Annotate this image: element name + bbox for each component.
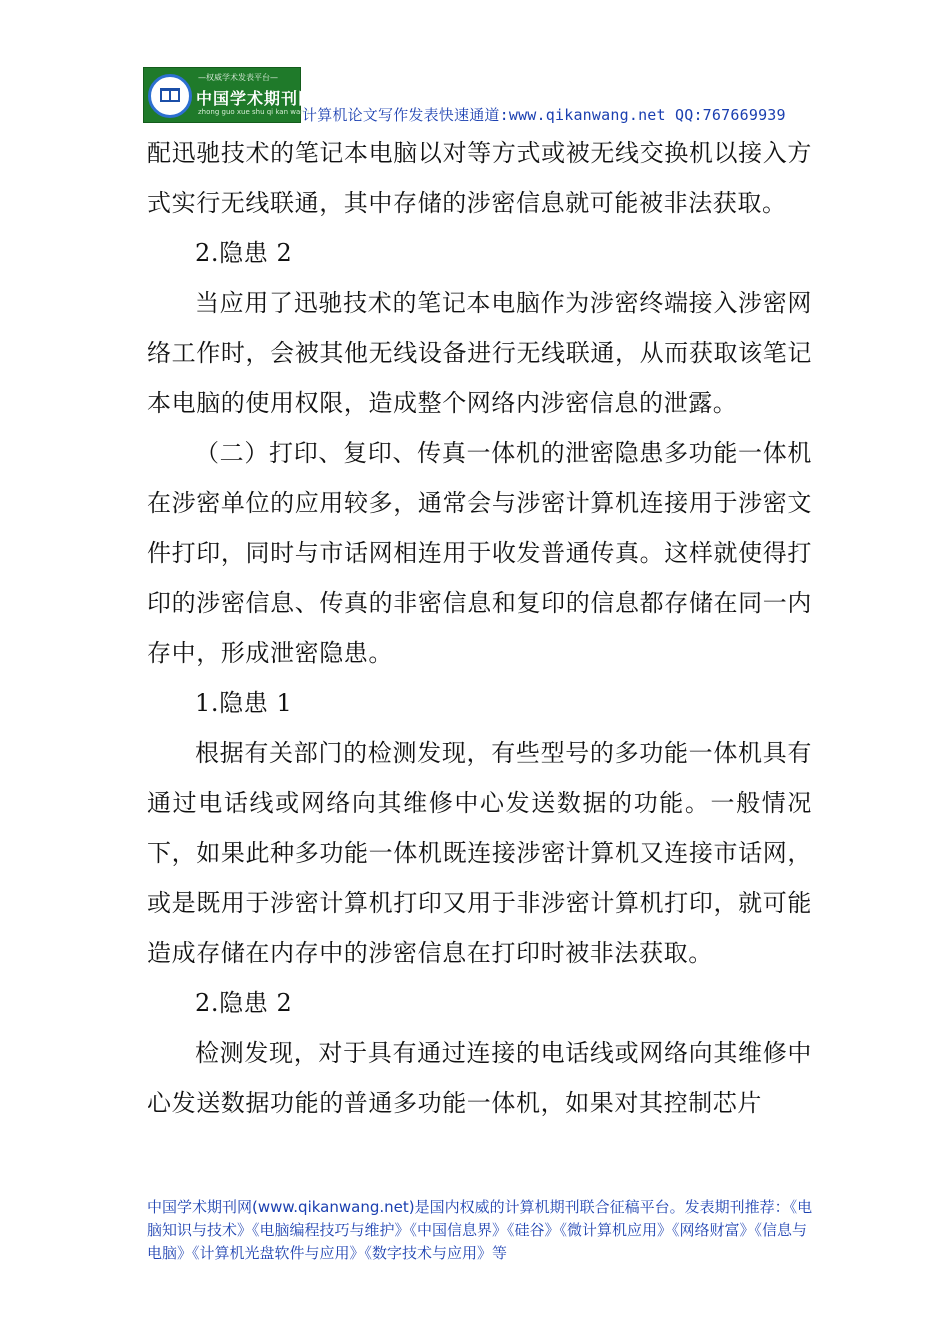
document-body [147,128,812,1128]
subheading-hazard-1: 1.隐患 1 [195,689,293,717]
site-logo[interactable] [143,67,316,123]
paragraph: 检测发现，对于具有通过连接的电话线或网络向其维修中心发送数据功能的普通多功能一体机，如果对其控制芯片 [147,1039,812,1117]
paragraph: 根据有关部门的检测发现，有些型号的多功能一体机具有通过电话线或网络向其维修中心发送数据的功能。一般情况下，如果此种多功能一体机既连接涉密计算机又连接市话网，或是既用于涉密计算机打印又用于非涉密计算机打印，就可能造成存储在内存中的涉密信息在打印时被非法获取。 [147,739,812,967]
paragraph-continuation: 配迅驰技术的笔记本电脑以对等方式或被无线交换机以接入方式实行无线联通，其中存储的涉密信息就可能被非法获取。 [147,139,812,217]
header-submission-link[interactable]: 计算机论文写作发表快速通道:www.qikanwang.net QQ:767669939 [302,106,786,124]
book-emblem-icon [148,74,192,118]
section-heading-paragraph: （二）打印、复印、传真一体机的泄密隐患多功能一体机在涉密单位的应用较多，通常会与涉密计算机连接用于涉密文件打印，同时与市话网相连用于收发普通传真。这样就使得打印的涉密信息、传真的非密信息和复印的信息都存储在同一内存中，形成泄密隐患。 [147,439,812,667]
subheading-hazard-2: 2.隐患 2 [195,239,293,267]
logo-tagline: —权威学术发表平台— [198,73,278,82]
footer-text: 中国学术期刊网(www.qikanwang.net)是国内权威的计算机期刊联合征稿平台。发表期刊推荐：《电脑知识与技术》《电脑编程技巧与维护》《中国信息界》《硅谷》《微计算机应用》《网络财富》《信息与电脑》《计算机光盘软件与应用》《数字技术与应用》等 [147,1198,813,1262]
subheading-hazard-2: 2.隐患 2 [195,989,293,1017]
paragraph: 当应用了迅驰技术的笔记本电脑作为涉密终端接入涉密网络工作时，会被其他无线设备进行无线联通，从而获取该笔记本电脑的使用权限，造成整个网络内涉密信息的泄露。 [147,289,812,417]
page-footer [147,1196,817,1265]
logo-name: 中国学术期刊网 [196,89,316,108]
logo-pinyin: zhong guo xue shu qi kan wang [198,108,310,116]
